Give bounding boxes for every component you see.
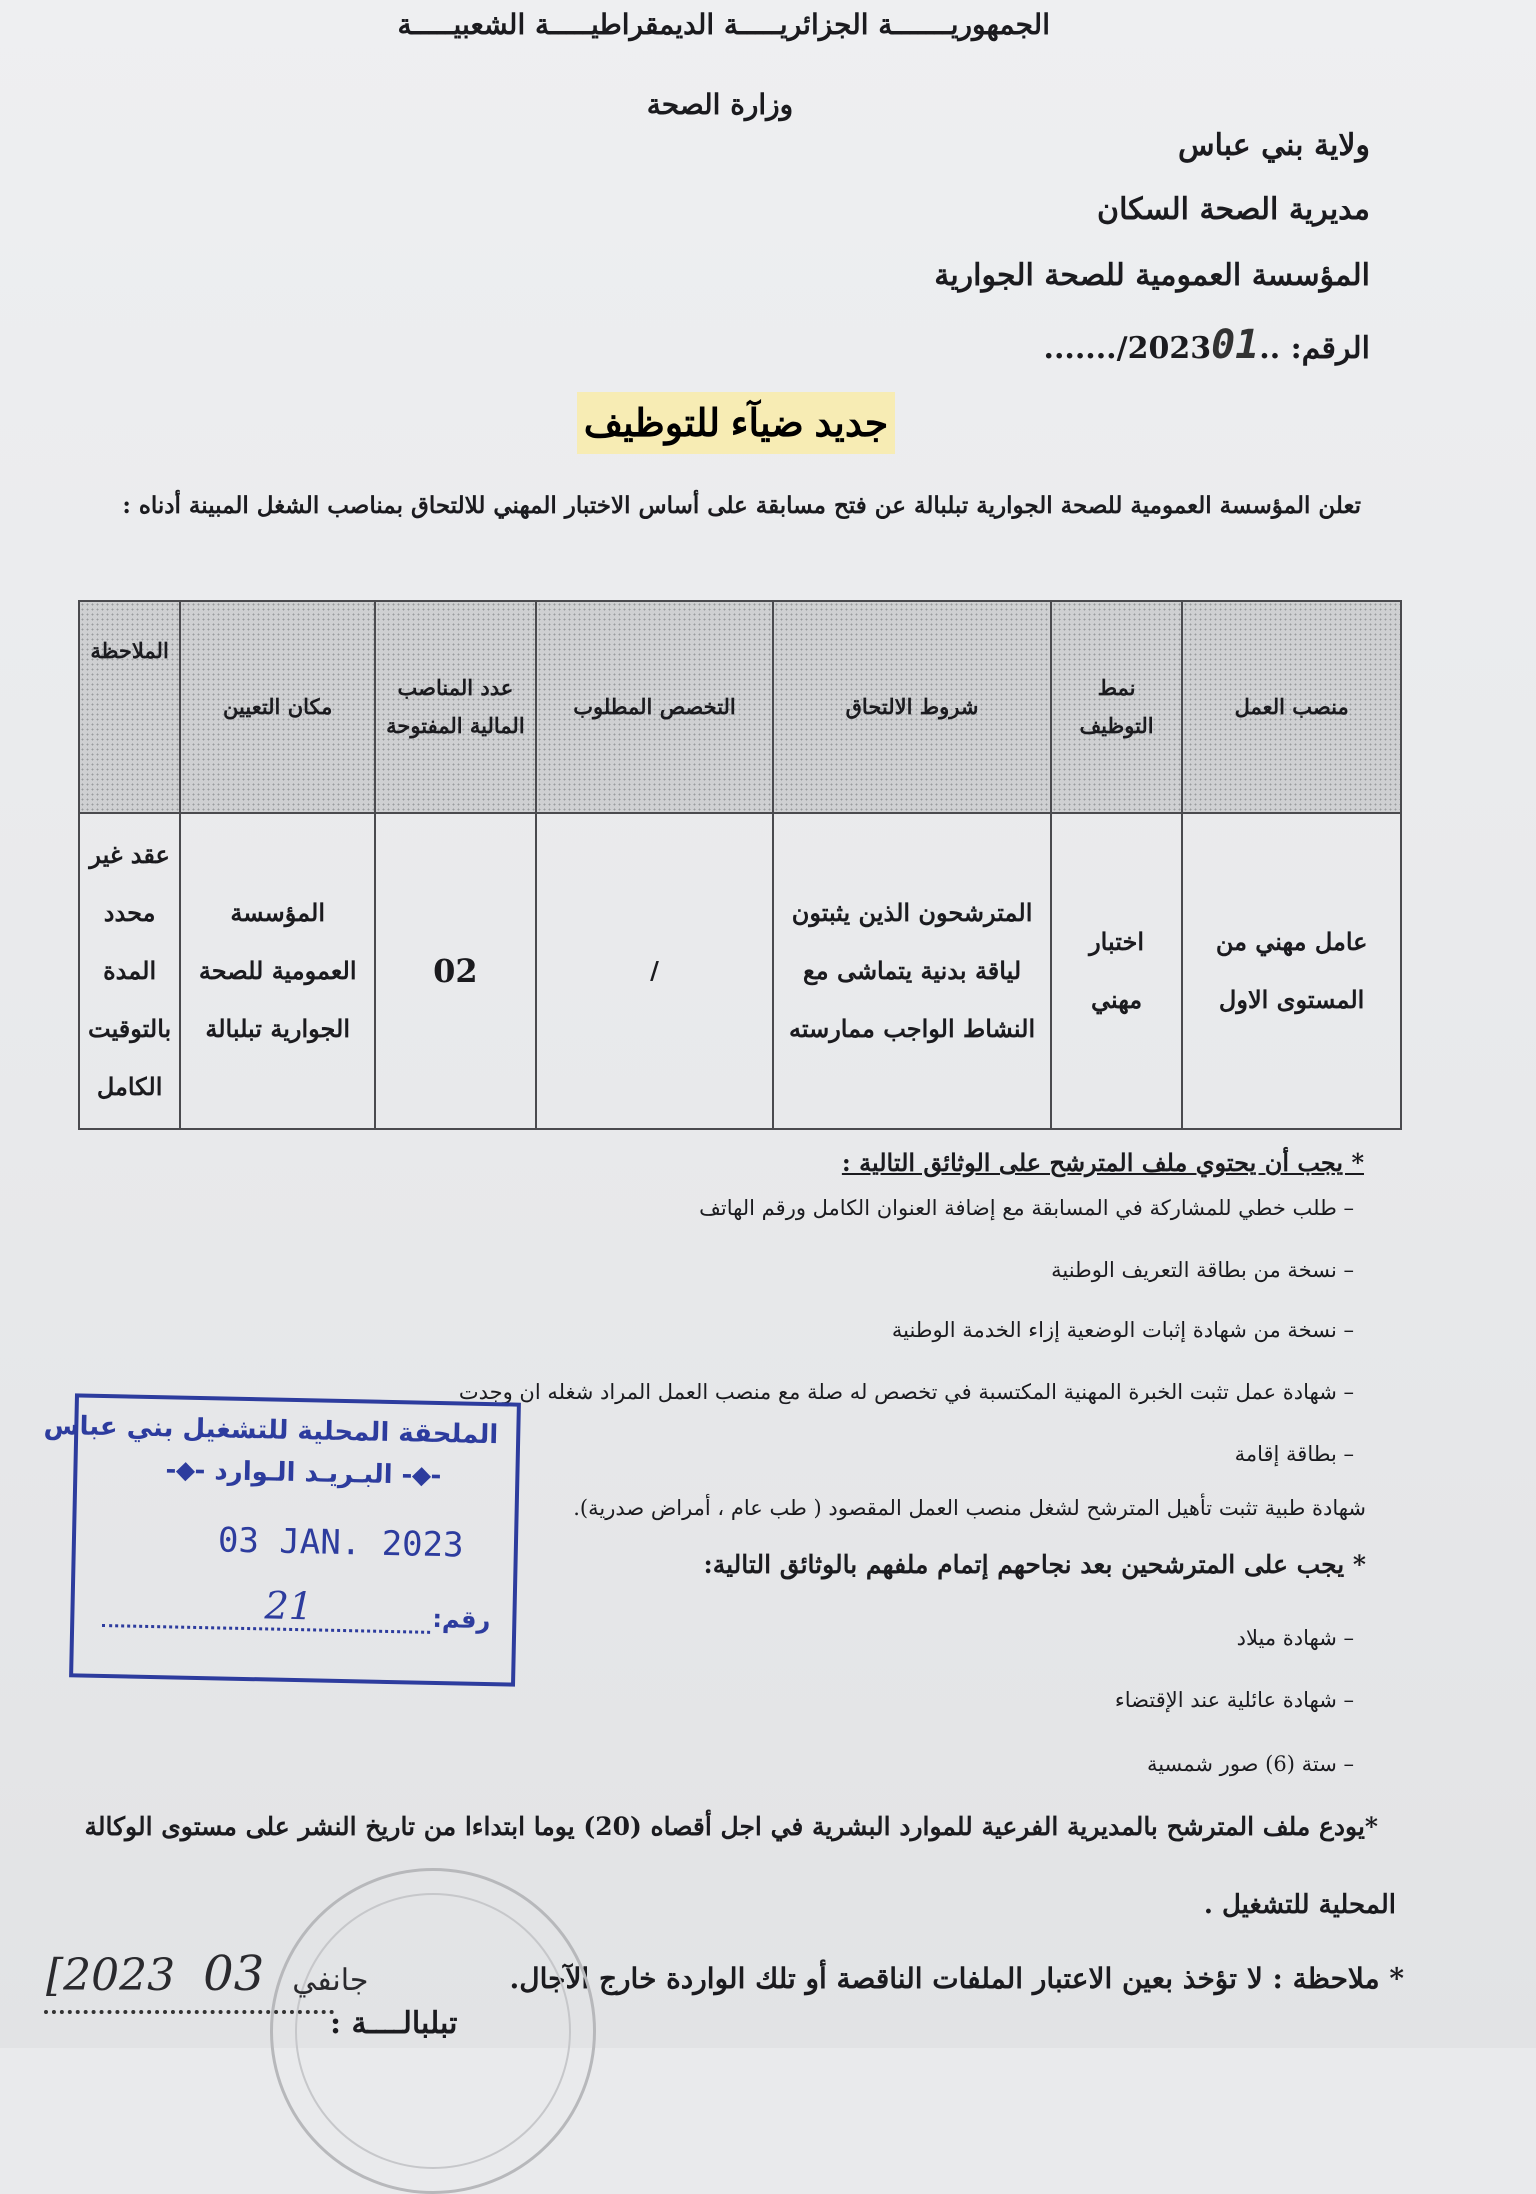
list-item: – طلب خطي للمشاركة في المسابقة مع إضافة العنوان الكامل ورقم الهاتف [699, 1196, 1354, 1220]
deposit-line-1: *يودع ملف المترشح بالمديرية الفرعية للموارد البشرية في اجل أقصاه (20) يوما ابتداءا من تاريخ النشر على مستوى الوكالة [84, 1812, 1378, 1841]
reference-handwritten-number: 01 [1211, 322, 1260, 368]
required-documents-title: * يجب أن يحتوي ملف المترشح على الوثائق التالية : [841, 1148, 1364, 1177]
column-header: مكان التعيين [180, 601, 375, 813]
stamp-number-label: رقم: [432, 1604, 491, 1635]
ministry-header: وزارة الصحة [646, 88, 794, 121]
signature-date: [2023 جانفي 03 [46, 1946, 369, 2002]
column-header: نمط التوظيف [1051, 601, 1183, 813]
list-item: – شهادة ميلاد [1236, 1626, 1354, 1650]
list-item: – شهادة عائلية عند الإقتضاء [1114, 1688, 1354, 1712]
stamp-date: 03 JAN. 2023 [217, 1520, 464, 1566]
signature-place: تبلبالــــة : [330, 2006, 458, 2041]
column-header: التخصص المطلوب [536, 601, 774, 813]
signature-day: 03 [203, 1946, 265, 2002]
reference-number [1044, 322, 1371, 368]
positions-table [78, 600, 1402, 1130]
republic-header: الجمهوريـــــــة الجزائريـــــة الديمقراطيـــــة الشعبيـــــة [397, 8, 1050, 41]
remark-line: * ملاحظة : لا تؤخذ بعين الاعتبار الملفات الناقصة أو تلك الواردة خارج الآجال. [509, 1962, 1404, 1995]
column-header: منصب العمل [1182, 601, 1401, 813]
count-cell: 02 [375, 813, 535, 1129]
list-item: – نسخة من شهادة إثبات الوضعية إزاء الخدمة الوطنية [891, 1318, 1354, 1342]
intro-paragraph: تعلن المؤسسة العمومية للصحة الجوارية تبلبالة عن فتح مسابقة على أساس الاختبار المهني للالتحاق بمناصب الشغل المبينة أدناه : [122, 492, 1361, 519]
reference-label: الرقم: .. [1259, 331, 1370, 366]
recruitment-type-cell: اختبار مهني [1051, 813, 1183, 1129]
table-header-row [79, 601, 1401, 813]
specialty-cell: / [536, 813, 774, 1129]
reference-year: ......./2023 [1043, 331, 1212, 366]
list-item: – ستة (6) صور شمسية [1146, 1752, 1354, 1776]
signature-year: 2023 [63, 1950, 176, 2001]
stamp-handwritten-number: 21 [264, 1583, 314, 1629]
list-item: – نسخة من بطاقة التعريف الوطنية [1051, 1258, 1354, 1282]
stamp-mail-line: -⬥- البـريـد الـوارد -⬥- [165, 1455, 442, 1492]
list-item: شهادة طبية تثبت تأهيل المترشح لشغل منصب العمل المقصود ( طب عام ، أمراض صدرية). [573, 1496, 1366, 1520]
after-success-title: * يجب على المترشحين بعد نجاحهم إتمام ملفهم بالوثائق التالية: [703, 1550, 1366, 1579]
institution-line: المؤسسة العمومية للصحة الجوارية [934, 258, 1370, 293]
position-cell: عامل مهني من المستوى الاول [1182, 813, 1401, 1129]
list-item: – شهادة عمل تثبت الخبرة المهنية المكتسبة في تخصص له صلة مع منصب العمل المراد شغله ان وجدت [458, 1380, 1354, 1404]
wilaya-line: ولاية بني عباس [1177, 128, 1370, 163]
column-header: شروط الالتحاق [773, 601, 1050, 813]
directorate-line: مديرية الصحة السكان [1097, 192, 1370, 227]
announcement-title: جديد ضيآء للتوظيف [577, 392, 895, 454]
signature-month: جانفي [292, 1963, 369, 1998]
conditions-cell: المترشحون الذين يثبتون لياقة بدنية يتماشى مع النشاط الواجب ممارسته [773, 813, 1050, 1129]
table-row [79, 813, 1401, 1129]
list-item: – بطاقة إقامة [1234, 1442, 1354, 1466]
note-cell: عقد غير محدد المدة بالتوقيت الكامل [79, 813, 180, 1129]
incoming-mail-stamp [43, 1393, 521, 1686]
stamp-agency-line: الملحقة المحلية للتشغيل بني عباس [43, 1410, 499, 1451]
signature-dotted-line [44, 2010, 334, 2014]
column-header: عدد المناصب المالية المفتوحة [375, 601, 535, 813]
deposit-line-2: المحلية للتشغيل . [1203, 1890, 1396, 1920]
column-header: الملاحظة [79, 601, 180, 813]
assignment-cell: المؤسسة العمومية للصحة الجوارية تبلبالة [180, 813, 375, 1129]
